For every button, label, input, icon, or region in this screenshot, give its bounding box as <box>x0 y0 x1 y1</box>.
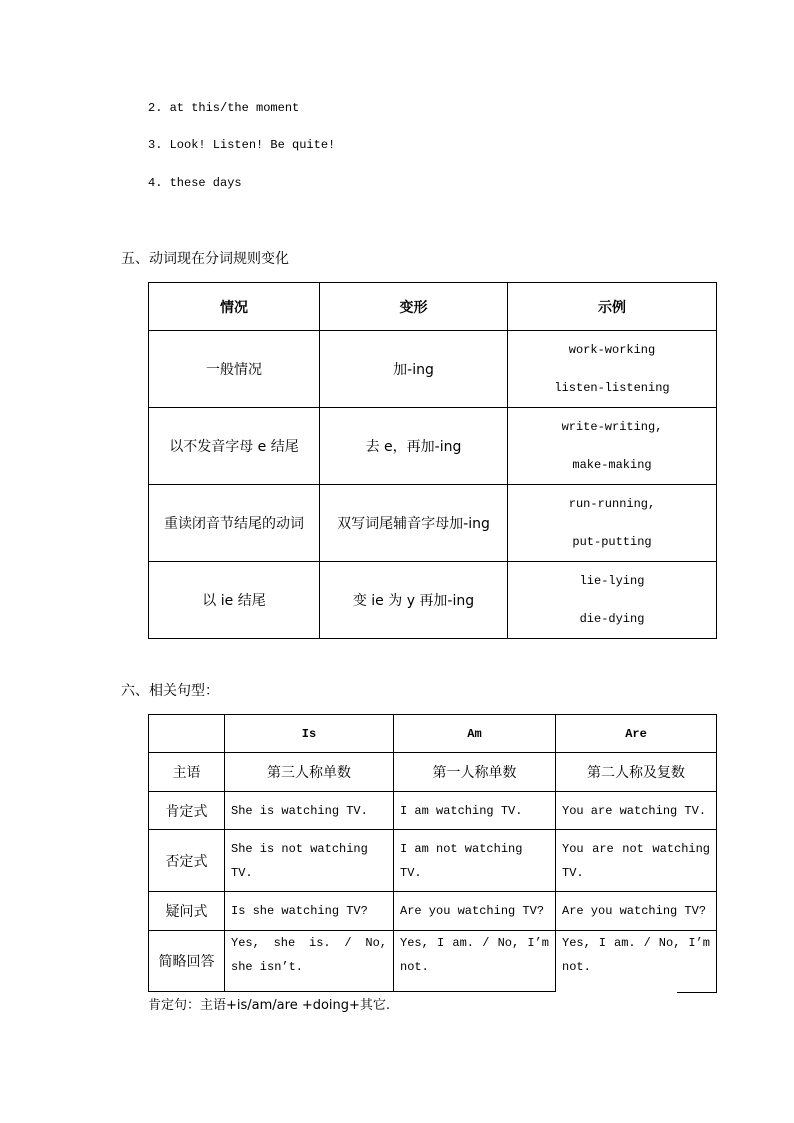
table-cell: 第二人称及复数 <box>556 753 717 792</box>
row-label: 疑问式 <box>149 892 225 931</box>
table-cell: 第三人称单数 <box>225 753 394 792</box>
example-text: work-working <box>568 343 656 357</box>
change-cell: 变 ie 为 y 再加-ing <box>320 562 508 639</box>
example-text: listen-listening <box>554 381 670 395</box>
change-cell: 去 e，再加-ing <box>320 408 508 485</box>
header-am: Am <box>394 715 556 753</box>
example-text: write-writing, <box>561 420 663 434</box>
case-cell: 以不发音字母 e 结尾 <box>149 408 320 485</box>
table-header-row <box>149 715 717 753</box>
table-cell: She is watching TV. <box>225 792 394 830</box>
header-case: 情况 <box>149 283 320 331</box>
row-label: 简略回答 <box>149 931 225 992</box>
list-item-3: 3. Look! Listen! Be quite! <box>148 138 336 152</box>
row-label: 主语 <box>149 753 225 792</box>
example-text: put-putting <box>572 535 652 549</box>
table-cell: I am watching TV. <box>394 792 556 830</box>
table-cell: You are not watching TV. <box>556 830 717 892</box>
table-cell: You are watching TV. <box>556 792 717 830</box>
list-item-4: 4. these days <box>148 176 242 190</box>
sentence-patterns-table <box>148 714 717 992</box>
table-row <box>149 830 717 892</box>
header-empty <box>149 715 225 753</box>
table-row <box>149 331 717 408</box>
table-cell: Yes, I am. / No, I’m not. <box>394 931 556 992</box>
table-cell: Yes, she is. / No, she isn’t. <box>225 931 394 992</box>
table-cell: She is not watching TV. <box>225 830 394 892</box>
case-cell: 重读闭音节结尾的动词 <box>149 485 320 562</box>
section6-heading: 六、相关句型： <box>121 683 219 699</box>
header-are: Are <box>556 715 717 753</box>
case-cell: 一般情况 <box>149 331 320 408</box>
table-row <box>149 753 717 792</box>
example-text: die-dying <box>579 612 645 626</box>
header-is: Is <box>225 715 394 753</box>
example-cell <box>508 485 717 562</box>
row-label: 肯定式 <box>149 792 225 830</box>
list-item-2: 2. at this/the moment <box>148 101 300 115</box>
table-cell: I am not watching TV. <box>394 830 556 892</box>
example-cell <box>508 331 717 408</box>
table-cell-text: Yes, I am. / No, I’m not. <box>562 936 710 974</box>
row-label: 否定式 <box>149 830 225 892</box>
affirmative-formula-note: 肯定句：主语+is/am/are +doing+其它. <box>148 998 391 1013</box>
section5-heading: 五、动词现在分词规则变化 <box>121 251 289 267</box>
table-cell: Are you watching TV? <box>556 892 717 931</box>
table-cell: Is she watching TV? <box>225 892 394 931</box>
example-text: run-running, <box>568 497 656 511</box>
header-change: 变形 <box>320 283 508 331</box>
change-cell: 加-ing <box>320 331 508 408</box>
table-cell <box>556 931 717 992</box>
example-text: lie-lying <box>579 574 645 588</box>
header-example: 示例 <box>508 283 717 331</box>
table-cell: 第一人称单数 <box>394 753 556 792</box>
table-row <box>149 408 717 485</box>
participle-rules-table <box>148 282 717 639</box>
example-cell <box>508 562 717 639</box>
table-header-row <box>149 283 717 331</box>
example-text: make-making <box>572 458 652 472</box>
border-fragment <box>677 992 717 993</box>
change-cell: 双写词尾辅音字母加-ing <box>320 485 508 562</box>
example-cell <box>508 408 717 485</box>
table-row <box>149 792 717 830</box>
table-row <box>149 892 717 931</box>
table-row <box>149 931 717 992</box>
table-row <box>149 485 717 562</box>
table-cell: Are you watching TV? <box>394 892 556 931</box>
case-cell: 以 ie 结尾 <box>149 562 320 639</box>
table-row <box>149 562 717 639</box>
